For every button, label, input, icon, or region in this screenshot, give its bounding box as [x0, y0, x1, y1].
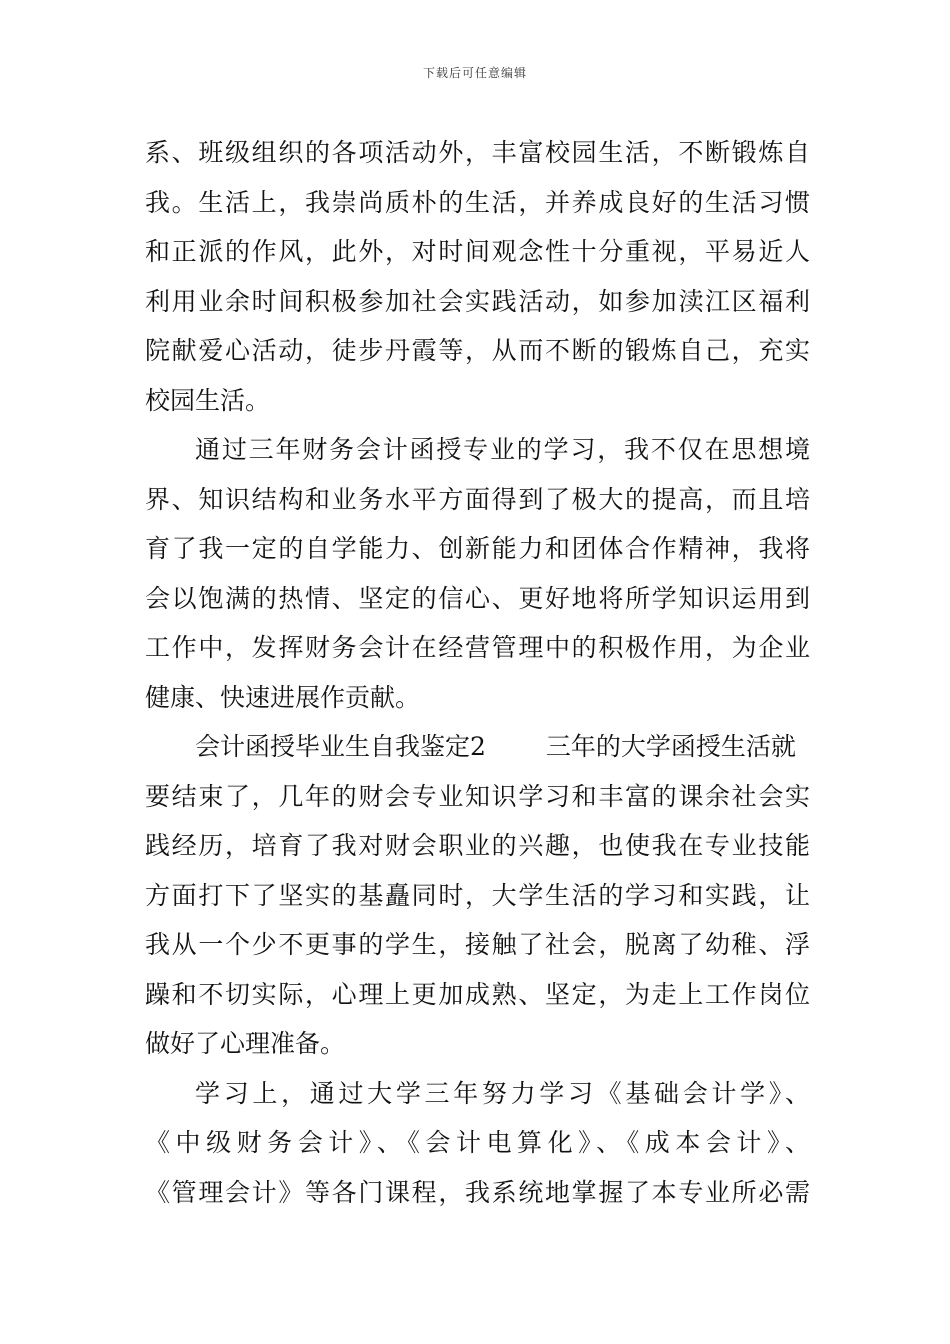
text-line: 要结束了，几年的财会专业知识学习和丰富的课余社会实 — [145, 781, 810, 811]
text-line: 我从一个少不更事的学生，接触了社会，脱离了幼稚、浮 — [145, 930, 810, 959]
text-line: 会以饱满的热情、坚定的信心、更好地将所学知识运用到 — [145, 583, 810, 613]
section-title: 会计函授毕业生自我鉴定2 — [195, 732, 486, 761]
section-first-line-text: 三年的大学函授生活就 — [545, 732, 796, 761]
text-line: 躁和不切实际，心理上更加成熟、坚定，为走上工作岗位 — [145, 979, 810, 1009]
text-line: 做好了心理准备。 — [145, 1029, 346, 1058]
text-line: 《管理会计》等各门课程，我系统地掌握了本专业所必需 — [145, 1177, 810, 1207]
section-title-line — [145, 722, 810, 772]
text-line: 校园生活。 — [145, 385, 271, 415]
text-line: 学习上，通过大学三年努力学习《基础会计学》、 — [195, 1078, 810, 1108]
text-line: 践经历，培育了我对财会职业的兴趣，也使我在专业技能 — [145, 831, 810, 860]
text-line: 健康、快速进展作贡献。 — [145, 682, 421, 712]
text-line: 方面打下了坚实的基矗同时，大学生活的学习和实践，让 — [145, 880, 810, 910]
text-line: 《中级财务会计》、《会计电算化》、《成本会计》、 — [145, 1128, 810, 1157]
text-line: 育了我一定的自学能力、创新能力和团体合作精神，我将 — [145, 534, 810, 563]
page-header-note: 下载后可任意编辑 — [422, 66, 527, 80]
text-line: 界、知识结构和业务水平方面得到了极大的提高，而且培 — [145, 484, 810, 514]
text-line: 和正派的作风，此外，对时间观念性十分重视，平易近人 — [145, 237, 810, 266]
text-line: 利用业余时间积极参加社会实践活动，如参加渎江区福利 — [145, 286, 810, 316]
text-line: 工作中，发挥财务会计在经营管理中的积极作用，为企业 — [145, 633, 810, 662]
document-body — [145, 128, 810, 1217]
text-line: 通过三年财务会计函授专业的学习，我不仅在思想境 — [195, 435, 810, 464]
text-line: 我。生活上，我崇尚质朴的生活，并养成良好的生活习惯 — [145, 187, 810, 217]
text-line: 院献爱心活动，徒步丹霞等，从而不断的锻炼自己，充实 — [145, 336, 810, 365]
text-line: 系、班级组织的各项活动外，丰富校园生活，不断锻炼自 — [145, 138, 810, 167]
